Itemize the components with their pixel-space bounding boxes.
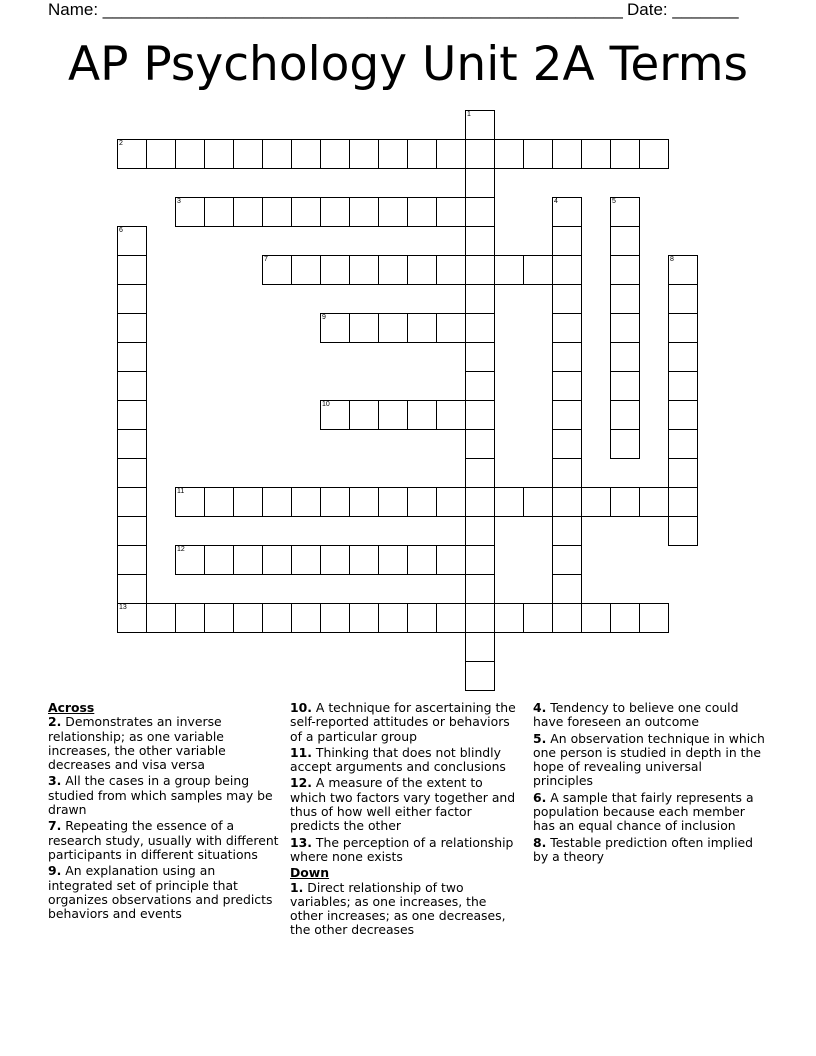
clue-number: 5 [612, 198, 616, 205]
grid-cell[interactable] [552, 342, 582, 372]
grid-cell[interactable] [465, 342, 495, 372]
grid-cell[interactable] [320, 139, 350, 169]
clue-across-9: 9. An explanation using an integrated set of principle that organizes observations and predicts behaviors and events [48, 863, 273, 922]
grid-cell[interactable] [291, 603, 321, 633]
grid-cell[interactable] [465, 661, 495, 691]
grid-cell[interactable] [465, 632, 495, 662]
clue-across-12: 12. A measure of the extent to which two factors vary together and thus of how well either factor predicts the other [290, 775, 516, 834]
grid-cell[interactable] [117, 139, 147, 169]
grid-cell[interactable] [175, 197, 205, 227]
grid-cell[interactable] [610, 313, 640, 343]
grid-cell[interactable] [552, 226, 582, 256]
grid-cell[interactable] [378, 487, 408, 517]
grid-cell[interactable] [291, 139, 321, 169]
grid-cell[interactable] [465, 400, 495, 430]
grid-cell[interactable] [320, 400, 350, 430]
clue-number: 10 [322, 401, 330, 408]
grid-cell[interactable] [465, 516, 495, 546]
grid-cell[interactable] [117, 429, 147, 459]
grid-cell[interactable] [378, 197, 408, 227]
grid-cell[interactable] [436, 603, 466, 633]
grid-cell[interactable] [465, 226, 495, 256]
clue-number: 11 [177, 488, 185, 495]
grid-cell[interactable] [465, 168, 495, 198]
grid-cell[interactable] [407, 400, 437, 430]
grid-cell[interactable] [523, 139, 553, 169]
grid-cell[interactable] [552, 603, 582, 633]
grid-cell[interactable] [494, 139, 524, 169]
grid-cell[interactable] [465, 429, 495, 459]
grid-cell[interactable] [552, 139, 582, 169]
grid-cell[interactable] [436, 400, 466, 430]
grid-cell[interactable] [262, 603, 292, 633]
grid-cell[interactable] [407, 487, 437, 517]
clue-across-13: 13. The perception of a relationship where none exists [290, 834, 514, 864]
grid-cell[interactable] [117, 603, 147, 633]
grid-cell[interactable] [349, 545, 379, 575]
grid-cell[interactable] [610, 371, 640, 401]
grid-cell[interactable] [610, 487, 640, 517]
grid-cell[interactable] [465, 458, 495, 488]
grid-cell[interactable] [494, 603, 524, 633]
grid-cell[interactable] [175, 603, 205, 633]
clues-column-3 [533, 701, 765, 866]
grid-cell[interactable] [610, 139, 640, 169]
grid-cell[interactable] [291, 255, 321, 285]
clue-number: 6 [119, 227, 123, 234]
grid-cell[interactable] [320, 197, 350, 227]
grid-cell[interactable] [552, 429, 582, 459]
grid-cell[interactable] [378, 603, 408, 633]
grid-cell[interactable] [262, 197, 292, 227]
grid-cell[interactable] [465, 545, 495, 575]
grid-cell[interactable] [668, 516, 698, 546]
grid-cell[interactable] [668, 255, 698, 285]
grid-cell[interactable] [146, 139, 176, 169]
grid-cell[interactable] [233, 545, 263, 575]
clue-across-3: 3. All the cases in a group being studied from which samples may be drawn [48, 773, 273, 818]
grid-cell[interactable] [117, 458, 147, 488]
grid-cell[interactable] [349, 400, 379, 430]
clue-across-10: 10. A technique for ascertaining the self-reported attitudes or behaviors of a particular group [290, 700, 516, 744]
grid-cell[interactable] [465, 313, 495, 343]
clue-down-5: 5. An observation technique in which one person is studied in depth in the hope of revealing universal principles [533, 730, 765, 789]
clue-number: 4 [554, 198, 558, 205]
clue-number: 7 [264, 256, 268, 263]
grid-cell[interactable] [552, 197, 582, 227]
clue-number: 12 [177, 546, 185, 553]
clues-column-2 [290, 701, 522, 940]
grid-cell[interactable] [668, 371, 698, 401]
grid-cell[interactable] [465, 197, 495, 227]
grid-cell[interactable] [117, 255, 147, 285]
clue-number: 9 [322, 314, 326, 321]
grid-cell[interactable] [465, 139, 495, 169]
grid-cell[interactable] [436, 139, 466, 169]
grid-cell[interactable] [465, 574, 495, 604]
grid-cell[interactable] [175, 139, 205, 169]
grid-cell[interactable] [407, 139, 437, 169]
grid-cell[interactable] [117, 226, 147, 256]
clues-column-1 [48, 701, 280, 923]
grid-cell[interactable] [552, 545, 582, 575]
grid-cell[interactable] [668, 313, 698, 343]
clue-number: 8 [670, 256, 674, 263]
grid-cell[interactable] [581, 487, 611, 517]
grid-cell[interactable] [117, 284, 147, 314]
grid-cell[interactable] [552, 487, 582, 517]
grid-cell[interactable] [610, 429, 640, 459]
down-heading: Down [290, 865, 330, 881]
grid-cell[interactable] [262, 139, 292, 169]
grid-cell[interactable] [117, 487, 147, 517]
grid-cell[interactable] [262, 487, 292, 517]
grid-cell[interactable] [291, 197, 321, 227]
grid-cell[interactable] [610, 400, 640, 430]
grid-cell[interactable] [523, 603, 553, 633]
grid-cell[interactable] [204, 603, 234, 633]
grid-cell[interactable] [639, 603, 669, 633]
grid-cell[interactable] [610, 603, 640, 633]
grid-cell[interactable] [552, 516, 582, 546]
grid-cell[interactable] [407, 313, 437, 343]
clue-number: 2 [119, 140, 123, 147]
grid-cell[interactable] [581, 139, 611, 169]
clue-down-4: 4. Tendency to believe one could have foreseen an outcome [533, 700, 739, 730]
grid-cell[interactable] [552, 574, 582, 604]
grid-cell[interactable] [204, 545, 234, 575]
grid-cell[interactable] [523, 487, 553, 517]
grid-cell[interactable] [668, 487, 698, 517]
grid-cell[interactable] [233, 139, 263, 169]
grid-cell[interactable] [146, 603, 176, 633]
grid-cell[interactable] [117, 574, 147, 604]
clue-down-1: 1. Direct relationship of two variables; as one increases, the other increases; as one decreases, the other decreases [290, 879, 506, 938]
grid-cell[interactable] [552, 284, 582, 314]
grid-cell[interactable] [610, 284, 640, 314]
page-title: AP Psychology Unit 2A Terms [67, 37, 749, 92]
grid-cell[interactable] [117, 400, 147, 430]
grid-cell[interactable] [175, 487, 205, 517]
grid-cell[interactable] [204, 487, 234, 517]
grid-cell[interactable] [668, 429, 698, 459]
grid-cell[interactable] [117, 313, 147, 343]
grid-cell[interactable] [378, 545, 408, 575]
clue-across-11: 11. Thinking that does not blindly accept arguments and conclusions [290, 744, 506, 775]
grid-cell[interactable] [233, 603, 263, 633]
grid-cell[interactable] [407, 545, 437, 575]
name-field-label[interactable]: Name: _______________________________________________________ [48, 0, 623, 19]
grid-cell[interactable] [349, 139, 379, 169]
grid-cell[interactable] [291, 545, 321, 575]
grid-cell[interactable] [117, 545, 147, 575]
grid-cell[interactable] [117, 342, 147, 372]
grid-cell[interactable] [407, 197, 437, 227]
across-heading: Across [48, 700, 95, 715]
grid-cell[interactable] [320, 487, 350, 517]
grid-cell[interactable] [465, 110, 495, 140]
grid-cell[interactable] [668, 458, 698, 488]
grid-cell[interactable] [117, 371, 147, 401]
grid-cell[interactable] [378, 139, 408, 169]
grid-cell[interactable] [262, 545, 292, 575]
grid-cell[interactable] [552, 458, 582, 488]
grid-cell[interactable] [262, 255, 292, 285]
clue-down-6: 6. A sample that fairly represents a population because each member has an equal chance of inclusion [533, 789, 754, 834]
grid-cell[interactable] [552, 400, 582, 430]
grid-cell[interactable] [610, 255, 640, 285]
grid-cell[interactable] [291, 487, 321, 517]
grid-cell[interactable] [349, 603, 379, 633]
grid-cell[interactable] [465, 487, 495, 517]
grid-cell[interactable] [610, 342, 640, 372]
grid-cell[interactable] [610, 226, 640, 256]
grid-cell[interactable] [610, 197, 640, 227]
grid-cell[interactable] [349, 197, 379, 227]
grid-cell[interactable] [523, 255, 553, 285]
grid-cell[interactable] [117, 516, 147, 546]
grid-cell[interactable] [465, 255, 495, 285]
grid-cell[interactable] [349, 313, 379, 343]
clue-down-8: 8. Testable prediction often implied by a theory [533, 834, 754, 864]
grid-cell[interactable] [378, 255, 408, 285]
grid-cell[interactable] [465, 603, 495, 633]
grid-cell[interactable] [581, 603, 611, 633]
grid-cell[interactable] [668, 342, 698, 372]
clue-across-2: 2. Demonstrates an inverse relationship; as one variable increases, the other variable decreases and visa versa [48, 714, 226, 773]
grid-cell[interactable] [436, 545, 466, 575]
clue-across-7: 7. Repeating the essence of a research study, usually with different participants in different situations [48, 818, 279, 862]
grid-cell[interactable] [204, 197, 234, 227]
grid-cell[interactable] [407, 603, 437, 633]
grid-cell[interactable] [639, 139, 669, 169]
clue-number: 3 [177, 198, 181, 205]
grid-cell[interactable] [320, 313, 350, 343]
grid-cell[interactable] [378, 400, 408, 430]
grid-cell[interactable] [407, 255, 437, 285]
grid-cell[interactable] [465, 371, 495, 401]
clue-number: 13 [119, 604, 127, 611]
grid-cell[interactable] [639, 487, 669, 517]
grid-cell[interactable] [552, 255, 582, 285]
grid-cell[interactable] [668, 284, 698, 314]
grid-cell[interactable] [233, 197, 263, 227]
date-field-label[interactable]: Date: _______ [627, 0, 739, 19]
grid-cell[interactable] [552, 371, 582, 401]
grid-cell[interactable] [204, 139, 234, 169]
grid-cell[interactable] [320, 603, 350, 633]
grid-cell[interactable] [494, 255, 524, 285]
grid-cell[interactable] [233, 487, 263, 517]
grid-cell[interactable] [668, 400, 698, 430]
grid-cell[interactable] [349, 255, 379, 285]
grid-cell[interactable] [436, 255, 466, 285]
grid-cell[interactable] [436, 487, 466, 517]
grid-cell[interactable] [175, 545, 205, 575]
grid-cell[interactable] [436, 197, 466, 227]
clue-number: 1 [467, 111, 471, 118]
grid-cell[interactable] [320, 545, 350, 575]
grid-cell[interactable] [349, 487, 379, 517]
grid-cell[interactable] [465, 284, 495, 314]
grid-cell[interactable] [320, 255, 350, 285]
grid-cell[interactable] [552, 313, 582, 343]
grid-cell[interactable] [378, 313, 408, 343]
grid-cell[interactable] [436, 313, 466, 343]
grid-cell[interactable] [494, 487, 524, 517]
